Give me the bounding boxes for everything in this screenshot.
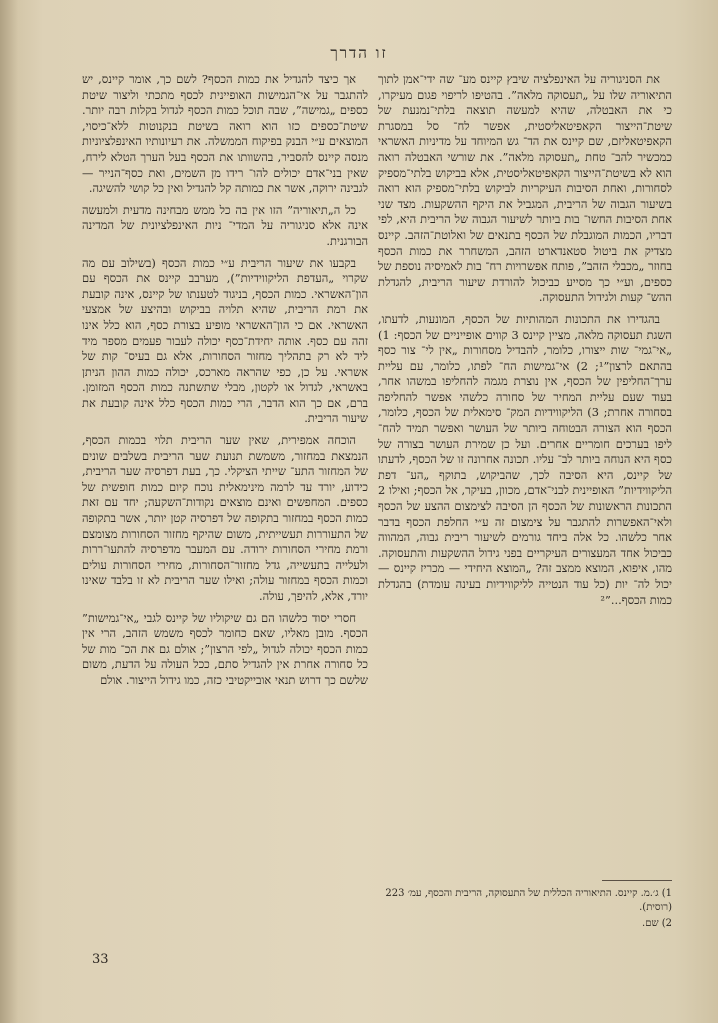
- paragraph: את הסניגוריה על האינפלציה שיבץ קיינס מע־ שה ידי־אמן לתוך התיאוריה שלו על „תעסוקה מלאה”. בהטיפו לריפוי פגום מעיקרו, כי את האבטלה, שהיא למעשה תוצאה בלתי־נמנעת של שיטת־הייצור הקאפיטאליסטית, אפשר לח־ סל במסגרת הקאפיטאליזם, שם קיינס את הד־ גש המיוחד על מדיניות האשראי כמכשיר להב־ טחת „תעסוקה מלאה”. את שורשי האבטלה רואה הוא לא בשיטת־הייצור הקאפיטאליסטית, אלא בביקוש בלתי־מספיק לסחורות, ואחת הסיבות העיקריות לביקוש בלתי־מספיק הוא רואה בשיעור הגבוה של הריבית, המגביל את היקף ההשקעות. מצד שני אחת הסיבות החשו־ בות ביותר לשיעור הגבוה של הריבית היא, לפי דבריו, הכמות המוגבלת של הכסף בתנאים של ואלוטת־הזהב. קיינס מצדיק את ביטול סטאנדארט הזהב, המשחרר את כמות הכסף בחוזר „מכבלי הזהב”, פותח אפשרויות רח־ בות לאמיסיה נוספת של כספים, וע״י כך מסייע כביכול להורדת שיעור הריבית, להגדלת ההש־ קעות ולגידול התעסוקה.: [378, 72, 672, 305]
- right-column: [378, 72, 672, 614]
- footnote-divider: [602, 880, 672, 881]
- left-column: [82, 72, 368, 695]
- paragraph: הוכחה אמפירית, שאין שער הריבית תלוי בכמות הכסף, הנמצאת במחזור, משמשת תנועת שער הריבית בשלבים שונים של המחזור התע־ שייתי הציקלי. כך, בעת דפרסיה שער הריבית, כידוע, יורד עד לרמה מינימאלית נוכח קיום כמות חופשית של כספים. המחפשים ואינם מוצאים נקודות־השקעה; יחד עם זאת כמות הכסף במחזור בתקופה של דפרסיה קטן יותר, אשר בתקופה של התעוררות תעשייתית, משום שהיקף מחזור הסחורות מצומצם ורמת מחירי הסחורות ירודה. עם המעבר מדפרסיה להתעו־ררות ולעלייה בתעשייה, גדל מחזור־הסחורות, מחירי הסחורות עולים וכמות הכסף במחזור עולה; ואילו שער הריבית לא זו בלבד שאינו יורד, אלא, להיפך, עולה.: [82, 433, 368, 603]
- page-number: 33: [92, 952, 109, 967]
- running-header: זו הדרך: [330, 44, 388, 62]
- paragraph: כל ה„תיאוריה” הזו אין בה כל ממש מבחינה מדעית ולמעשה אינה אלא סניגוריה על המדי־ ניות האינפלציונית של המדינה הבורגנית.: [82, 202, 368, 248]
- paragraph: חסרי יסוד כלשהו הם גם שיקוליו של קיינס לגבי „אי־גמישות” הכסף. מובן מאליו, שאם כחומר לכסף משמש הזהב, הרי אין כמות הכסף יכולה לגדול „לפי הרצון”; אולם גם את הכ־ מות של כל סחורה אחרת אין להגדיל סתם, ככל העולה על הדעת, משום שלשם כך דרוש תנאי אובייקטיבי כזה, כמו גידול הייצור. אולם: [82, 610, 368, 687]
- paragraph: אך כיצד להגדיל את כמות הכסף? לשם כך, אומר קיינס, יש להתגבר על אי־הגמישות האופיינית לכסף מתכתי וליצור שיטת כספים „גמישה”, שבה תוכל כמות הכסף לגדול בקלות רבה יותר. שיטת־כספים כזו הוא רואה בשיטת בנקנוטות ללא־כיסוי, המוצאים ע״י הבנק בפיקוח הממשלה. את רעיונותיו האינפלציוניות מנסה קיינס להסביר, בהשוותו את הכסף בעל הערך הטלא לירח, שאין בני־אדם יכולים להו־ רידו מן השמים, ואת כסף־הנייר — לגבינה ירוקה, אשר את כמותה קל להגדיל ואין כל קושי להשיגה.: [82, 72, 368, 196]
- paragraph: בהגדירו את התכונות המהותיות של הכסף, המונעות, לדעתו, השגת תעסוקה מלאה, מציין קיינס 3 קווים אופייניים של הכסף: 1) „אי־גמי־ שות ייצורו, כלומר, להבדיל מסחורות „אין לי־ צור כסף בהתאם לרצון”¹; 2) אי־גמישות הח־ לפתו, כלומר, עם עליית ערך־החליפין של הכסף, אין נוצרת מגמה להחליפו במשהו אחר, בעוד שעם עליית המחיר של סחורה כלשהי אפשר להחליפה בסחורה אחרת; 3) הליקווידיות המק־ סימאלית של הכסף, כלומר, הכסף הוא הצורה הבטוחה ביותר של העושר ואפשר תמיד להח־ ליפו בערכים חומריים אחרים. ועל כן שמירת העושר בצורה של כסף היא הנוחה ביותר לב־ עליו. תכונה אחרונה זו של הכסף, לדעתו של קיינס, היא הסיבה לכך, שהביקוש, בתוקף „הע־ דפת הליקווידיות” האופיינית לבני־אדם, מכוון, בעיקר, אל הכסף; ואילו 2 התכונות הראשונות של הכסף הן הסיבה לצימצום ההצע של הכסף ולאי־האפשרות להתגבר על צימצום זה ע״י החלפת הכסף בדבר אחר כלשהו. כל אלה ביחד גורמים לשיעור ריבית גבוה, המהווה כביכול אחד המעצורים העיקריים בפני גידול ההשקעות והתעסוקה. מהו, איפוא, המוצא ממצב זה? „המוצא היחידי — מכריז קיינס — יכול לה־ יות (כל עוד הנטייה לליקווידיות בעינה עומדת) בהגדלת כמות הכסף...”²: [378, 311, 672, 607]
- footnote: 1) ג׳.מ. קיינס. התיאוריה הכללית של התעסוקה, הריבית והכסף, עמ׳ 223 (רוסית).: [385, 888, 672, 913]
- footnotes: [378, 880, 672, 933]
- paragraph: בקבעו את שיעור הריבית ע״י כמות הכסף (בשילוב עם מה שקרוי „העדפת הליקווידיות”), מערבב קיינס את הכסף עם הון־האשראי. כמות הכסף, בניגוד לטענתו של קיינס, אינה קובעת את רמת הריבית, שהיא תלויה בביקוש ובהיצע של אמצעי האשראי. אם כי הון־האשראי מופיע בצורת כסף, הוא כלל אינו זהה עם כסף. אותה יחידת־כסף יכולה לעבור פעמים מספר מיד ליד לא רק בתהליך מחזור הסחורות, אלא גם בעיס־ קות של אשראי. על כן, כפי שהראה מארכס, יכולה כמות ההון הניתן באשראי, לגדול או לקטון, מבלי שתשתנה כמות הכסף המזומן. ברם, אם כך הוא הדבר, הרי כמות הכסף כלל אינה קובעת את שיעור הריבית.: [82, 255, 368, 426]
- footnote: 2) שם.: [642, 918, 672, 929]
- page-fold-shadow: [0, 0, 18, 1023]
